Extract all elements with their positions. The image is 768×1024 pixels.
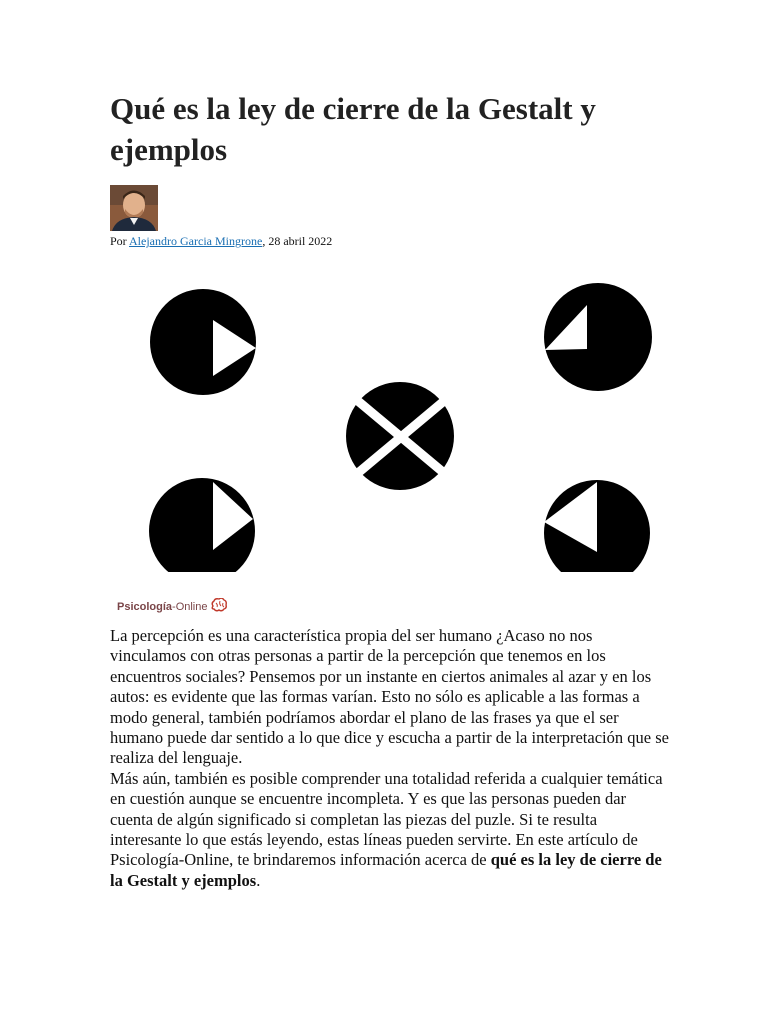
pacman-circle-top-right xyxy=(544,283,652,391)
gestalt-closure-figure xyxy=(130,282,670,572)
pacman-circle-top-left xyxy=(150,289,256,395)
article-body xyxy=(110,626,670,891)
pacman-circle-bottom-right xyxy=(544,480,650,572)
article-title: Qué es la ley de cierre de la Gestalt y ejemplos xyxy=(110,91,596,167)
paragraph-2: Más aún, también es posible comprender una totalidad referida a cualquier temática en cuestión aunque se encuentre incompleta. Y es que las personas pueden dar cuenta de algún significado si completan las piezas del puzle. Si te resulta interesante lo que estás leyendo, estas líneas pueden servirte. En este artículo de Psicología-Online, te brindaremos información acerca de qué es la ley de cierre de la Gestalt y ejemplos. xyxy=(110,768,663,890)
paragraph-1: La percepción es una característica propia del ser humano ¿Acaso no nos vinculamos con otras personas a partir de la percepción que tenemos en los encuentros sociales? Pensemos por un instante en ciertos animales al azar y en los autos: es evidente que las formas varían. Esto no sólo es aplicable a las formas a modo general, también podríamos abordar el plano de las frases ya que el ser humano puede dar sentido a lo que dice y escucha a partir de la interpretación que se realiza del lenguaje. xyxy=(110,626,669,768)
bold-topic: qué es la ley de cierre de la Gestalt y ejemplos xyxy=(110,850,662,890)
publish-date: , 28 abril 2022 xyxy=(262,234,333,248)
x-circle-center xyxy=(346,382,454,490)
brand-name: Psicología-Online xyxy=(117,601,208,613)
brain-icon xyxy=(210,598,228,617)
byline xyxy=(110,234,332,249)
psicologia-online-logo xyxy=(117,597,228,617)
pacman-circle-bottom-left xyxy=(149,478,255,572)
byline-prefix: Por xyxy=(110,234,130,248)
author-avatar[interactable] xyxy=(110,185,158,231)
author-link[interactable]: Alejandro Garcia Mingrone xyxy=(129,234,263,248)
